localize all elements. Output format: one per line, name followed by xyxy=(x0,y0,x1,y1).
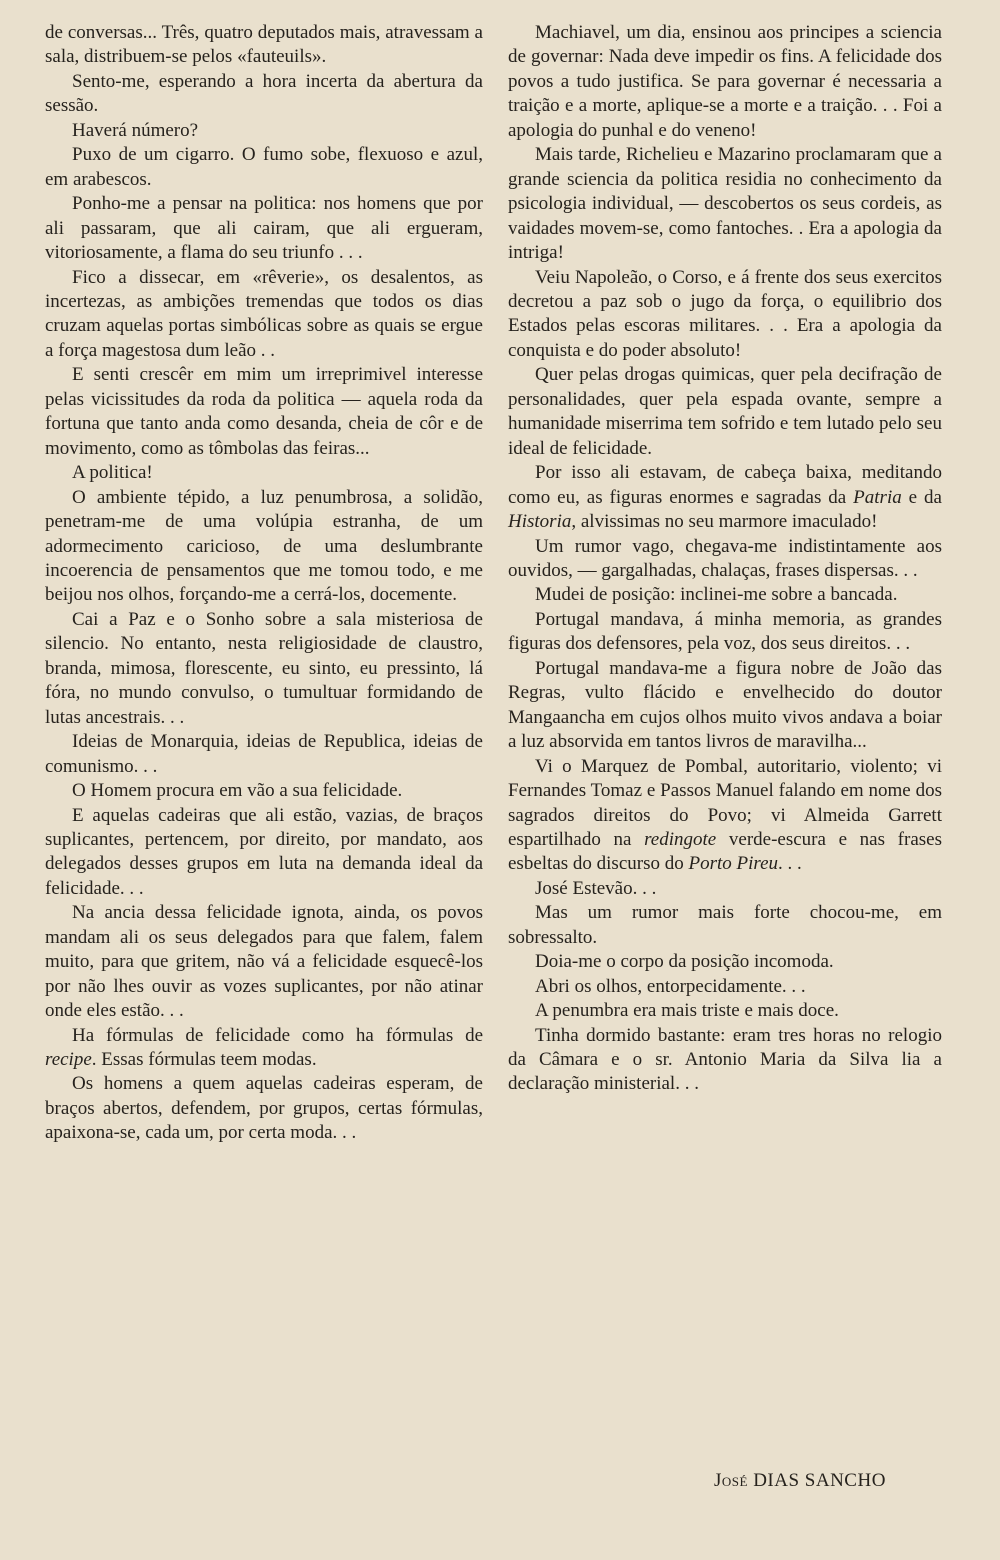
paragraph xyxy=(508,975,942,999)
paragraph xyxy=(508,877,942,901)
paragraph-text: . Essas fórmulas teem modas. xyxy=(91,1049,317,1071)
paragraph xyxy=(508,608,942,657)
paragraph-text: Haverá número? xyxy=(72,119,199,141)
paragraph-text: Portugal mandava-me a figura nobre de João das Regras, vulto flácido e envelhecido do doutor Mangaancha em cujos olhos muito vivos andava a boiar a luz absorvida em tantos livros de maravilha... xyxy=(508,657,942,753)
paragraph xyxy=(45,363,483,461)
paragraph-text: Vi o Marquez de Pombal, autoritario, violento; vi Fernandes Tomaz e Passos Manuel falando em nome dos sagrados direitos do Povo; vi Almeida Garrett espartilhado na xyxy=(508,755,942,850)
paragraph xyxy=(45,486,483,608)
italic-term: recipe xyxy=(45,1049,92,1071)
paragraph xyxy=(45,70,483,119)
paragraph xyxy=(45,730,483,779)
paragraph-text: O ambiente tépido, a luz penumbrosa, a solidão, penetram-me de uma volúpia estranha, de um adormecimento caricioso, de uma deslumbrante incoerencia de pensamentos que me tomou todo, e me beijou nos olhos, forçando-me a cerrá-los, docemente. xyxy=(45,486,483,606)
italic-term: Historia xyxy=(508,511,572,533)
author-first-name: José xyxy=(714,1470,748,1491)
paragraph xyxy=(45,804,483,902)
paragraph-text: O Homem procura em vão a sua felicidade. xyxy=(72,780,403,802)
paragraph-text: Tinha dormido bastante: eram tres horas no relogio da Câmara e o sr. Antonio Maria da Silva lia a declaração ministerial. . . xyxy=(508,1024,942,1095)
paragraph xyxy=(508,755,942,877)
paragraph xyxy=(508,363,942,461)
paragraph-text: de conversas... Três, quatro deputados mais, atravessam a sala, distribuem-se pelos «fauteuils». xyxy=(45,22,483,68)
paragraph xyxy=(45,119,483,143)
paragraph-text: verde-escura e nas frases esbeltas do discurso do xyxy=(508,828,942,875)
paragraph xyxy=(45,143,483,192)
paragraph-text: e da xyxy=(901,486,942,508)
paragraph xyxy=(508,461,942,534)
paragraph-text: José Estevão. . . xyxy=(535,877,657,899)
left-column xyxy=(45,21,483,1146)
paragraph xyxy=(508,21,942,143)
paragraph-text: Mudei de posição: inclinei-me sobre a bancada. xyxy=(535,584,898,606)
paragraph xyxy=(508,657,942,755)
right-column xyxy=(508,21,942,1097)
italic-term: Porto Pireu xyxy=(688,853,779,875)
paragraph-text: Abri os olhos, entorpecidamente. . . xyxy=(535,975,806,997)
paragraph xyxy=(508,143,942,265)
paragraph xyxy=(508,950,942,974)
paragraph xyxy=(45,901,483,1023)
paragraph-text: Veiu Napoleão, o Corso, e á frente dos seus exercitos decretou a paz sob o jugo da força, o equilibrio dos Estados pelas escoras militares. . . Era a apologia da conquista e do poder absoluto! xyxy=(508,266,942,361)
paragraph xyxy=(45,266,483,364)
paragraph xyxy=(508,1024,942,1097)
author-signature xyxy=(714,1470,886,1492)
paragraph-text: E senti crescêr em mim um irreprimivel interesse pelas vicissitudes da roda da politica — aquela roda da fortuna que tanto anda como desanda, cheia de côr e de movimento, como as tômbolas das feiras... xyxy=(45,364,483,459)
paragraph-text: Mais tarde, Richelieu e Mazarino proclamaram que a grande sciencia da politica residia no conhecimento da psicologia individual, — descobertos os seus cordeis, as vaidades movem-se, como fantoches. . Era a apologia da intriga! xyxy=(508,144,942,264)
paragraph-text: Sento-me, esperando a hora incerta da abertura da sessão. xyxy=(45,70,483,117)
author-last-name: DIAS SANCHO xyxy=(753,1470,886,1491)
paragraph-text: A politica! xyxy=(72,462,153,484)
paragraph-text: Mas um rumor mais forte chocou-me, em sobressalto. xyxy=(508,902,942,948)
paragraph-text: . . . xyxy=(778,853,802,875)
paragraph-text: Por isso ali estavam, de cabeça baixa, meditando como eu, as figuras enormes e sagradas da xyxy=(508,462,942,508)
paragraph-text: Um rumor vago, chegava-me indistintamente aos ouvidos, — gargalhadas, chalaças, frases dispersas. . . xyxy=(508,535,942,581)
paragraph xyxy=(508,266,942,364)
paragraph xyxy=(45,779,483,803)
paragraph-text: Puxo de um cigarro. O fumo sobe, flexuoso e azul, em arabescos. xyxy=(45,144,483,190)
paragraph-text: Fico a dissecar, em «rêverie», os desalentos, as incertezas, as ambições tremendas que todos os dias cruzam aquelas portas simbólicas sobre as quais se ergue a força magestosa dum leão . . xyxy=(45,266,483,361)
italic-term: Patria xyxy=(853,486,902,508)
paragraph xyxy=(45,1072,483,1145)
paragraph xyxy=(508,535,942,584)
italic-term: redingote xyxy=(644,828,717,850)
paragraph-text: E aquelas cadeiras que ali estão, vazias, de braços suplicantes, pertencem, por direito, por mandato, aos delegados desses grupos em luta na demanda ideal da felicidade. . . xyxy=(45,804,483,899)
paragraph-text: , alvissimas no seu marmore imaculado! xyxy=(571,511,878,533)
paragraph-text: Doia-me o corpo da posição incomoda. xyxy=(535,951,834,973)
paragraph xyxy=(45,608,483,730)
paragraph xyxy=(508,901,942,950)
paragraph-text: Portugal mandava, á minha memoria, as grandes figuras dos defensores, pela voz, dos seus direitos. . . xyxy=(508,608,942,655)
paragraph-text: Machiavel, um dia, ensinou aos principes a sciencia de governar: Nada deve impedir os fins. A felicidade dos povos a tudo justifica. Se para governar é necessaria a traição e a morte, aplique-se a morte e a traição. . . Foi a apologia do punhal e do veneno! xyxy=(508,22,942,141)
paragraph-text: Ideias de Monarquia, ideias de Republica, ideias de comunismo. . . xyxy=(45,731,483,777)
paragraph xyxy=(45,1024,483,1073)
paragraph-text: A penumbra era mais triste e mais doce. xyxy=(535,1000,839,1022)
paragraph xyxy=(45,192,483,265)
paragraph xyxy=(508,583,942,607)
paragraph-text: Na ancia dessa felicidade ignota, ainda, os povos mandam ali os seus delegados para que falem, falem muito, para que gritem, não vá a felicidade esquecê-los por não lhes ouvir as vozes suplicantes, por não atinar onde eles estão. . . xyxy=(45,902,483,1022)
paragraph-text: Ponho-me a pensar na politica: nos homens que por ali passaram, que ali cairam, que ali ergueram, vitoriosamente, a flama do seu triunfo . . . xyxy=(45,193,483,264)
paragraph xyxy=(508,999,942,1023)
paragraph-text: Os homens a quem aquelas cadeiras esperam, de braços abertos, defendem, por grupos, certas fórmulas, apaixona-se, cada um, por certa moda. . . xyxy=(45,1073,483,1144)
paragraph-text: Ha fórmulas de felicidade como ha fórmulas de xyxy=(72,1024,483,1046)
paragraph-text: Quer pelas drogas quimicas, quer pela decifração de personalidades, quer pela espada ovante, sempre a humanidade miserrima tem sofrido e tem lutado pelo seu ideal de felicidade. xyxy=(508,364,942,459)
paragraph-text: Cai a Paz e o Sonho sobre a sala misteriosa de silencio. No entanto, nesta religiosidade de claustro, branda, mimosa, florescente, eu sinto, eu pressinto, lá fóra, no mundo convulso, o tumultuar formidando de lutas ancestrais. . . xyxy=(45,608,483,728)
paragraph xyxy=(45,461,483,485)
paragraph xyxy=(45,21,483,70)
